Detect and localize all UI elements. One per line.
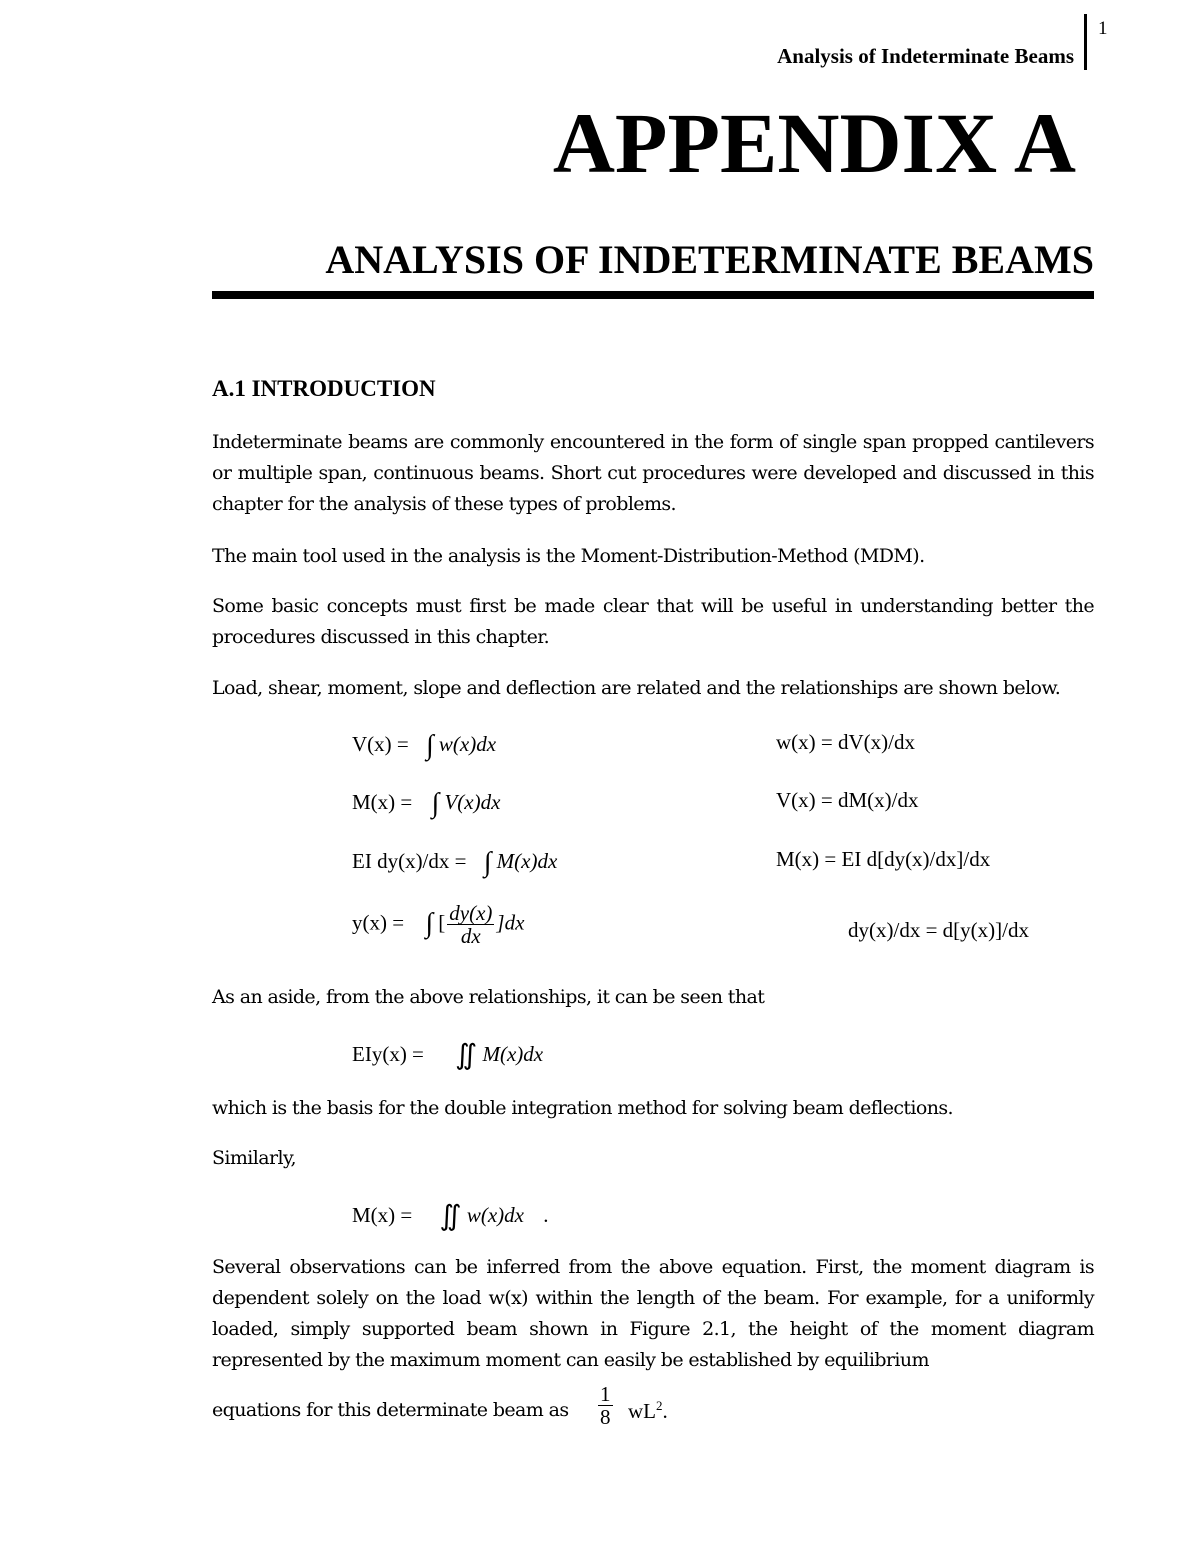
integral-sign: ∫	[431, 788, 440, 819]
paragraph-aside: As an aside, from the above relationships, it can be seen that	[212, 986, 765, 1008]
page-number: 1	[1098, 18, 1108, 39]
eq-integrand: M(x)dx	[482, 1042, 544, 1066]
eq-integrand: w(x)dx	[438, 732, 497, 756]
eq-double-integral-moment	[352, 1199, 549, 1233]
eq-moment-integral	[352, 788, 500, 820]
paragraph-basic-concepts: Some basic concepts must first be made clear that will be useful in understanding better the procedures discussed in this chapter.	[212, 595, 1094, 648]
eq-integrand: M(x)dx	[496, 849, 558, 873]
header-divider	[1084, 14, 1087, 70]
eq-lhs: M(x) =	[352, 790, 413, 814]
derivative-fraction	[447, 902, 494, 947]
paragraph-intro: Indeterminate beams are commonly encountered in the form of single span propped cantilevers or multiple span, continuous beams. Short cut procedures were developed and discussed in this chapter for the analysis of these types of problems.	[212, 431, 1094, 515]
eq-lhs: y(x) =	[352, 910, 405, 935]
paragraph-main-tool: The main tool used in the analysis is the Moment-Distribution-Method (MDM).	[212, 545, 925, 567]
eq-wl: wL	[628, 1399, 656, 1423]
paragraph-similarly: Similarly,	[212, 1147, 296, 1169]
eq-integrand: w(x)dx	[466, 1203, 524, 1227]
eq-shear-derivative: V(x) = dM(x)/dx	[776, 788, 919, 812]
eq-lhs: EIy(x) =	[352, 1042, 424, 1066]
eq-deflection-integral	[352, 902, 524, 947]
fraction-denominator: dx	[460, 924, 481, 948]
eq-shear-integral	[352, 730, 496, 762]
running-header: Analysis of Indeterminate Beams	[777, 44, 1074, 68]
eq-period: .	[662, 1399, 668, 1423]
eq-integrand: V(x)dx	[444, 790, 501, 814]
paragraph-observations-end: equations for this determinate beam as	[212, 1399, 569, 1421]
eq-load-derivative: w(x) = dV(x)/dx	[776, 730, 915, 754]
eq-exponent: 2	[656, 1398, 663, 1413]
integral-sign: ∫	[426, 730, 434, 761]
eq-lhs: M(x) =	[352, 1203, 413, 1227]
paragraph-double-integration: which is the basis for the double integration method for solving beam deflections.	[212, 1097, 953, 1119]
eq-double-integral-deflection	[352, 1038, 543, 1072]
eq-lhs: V(x) =	[352, 732, 409, 756]
double-integral-sign: ∬	[439, 1201, 462, 1232]
eq-moment-derivative: M(x) = EI d[dy(x)/dx]/dx	[776, 847, 991, 871]
fraction-denominator: 8	[600, 1405, 611, 1429]
paragraph-observations: Several observations can be inferred from the above equation. First, the moment diagram is dependent solely on the load w(x) within the length of the beam. For example, for a uniformly loaded, simply supported beam shown in Figure 2.1, the height of the moment diagram represented by the maximum moment can easily be established by equilibrium	[212, 1256, 1094, 1371]
fraction-numerator: dy(x)	[449, 901, 493, 925]
eq-wl-squared	[628, 1398, 668, 1424]
eq-lhs: EI dy(x)/dx =	[352, 849, 467, 873]
paragraph-relationships: Load, shear, moment, slope and deflection are related and the relationships are shown below.	[212, 677, 1061, 699]
title-rule	[212, 291, 1094, 299]
fraction-one-eighth	[596, 1383, 615, 1428]
eq-tail: ]dx	[496, 910, 525, 935]
fraction-numerator: 1	[600, 1382, 611, 1406]
appendix-title: APPENDIX A	[552, 95, 1076, 191]
integral-sign: ∫	[425, 908, 434, 940]
eq-slope-integral	[352, 847, 557, 879]
fraction	[598, 1383, 613, 1428]
section-heading: A.1 INTRODUCTION	[212, 376, 436, 401]
eq-period: .	[543, 1203, 549, 1227]
integral-sign: ∫	[483, 847, 492, 878]
double-integral-sign: ∬	[455, 1040, 478, 1071]
open-bracket: [	[438, 910, 446, 935]
chapter-subtitle: ANALYSIS OF INDETERMINATE BEAMS	[325, 237, 1094, 282]
eq-slope-derivative: dy(x)/dx = d[y(x)]/dx	[848, 918, 1029, 942]
